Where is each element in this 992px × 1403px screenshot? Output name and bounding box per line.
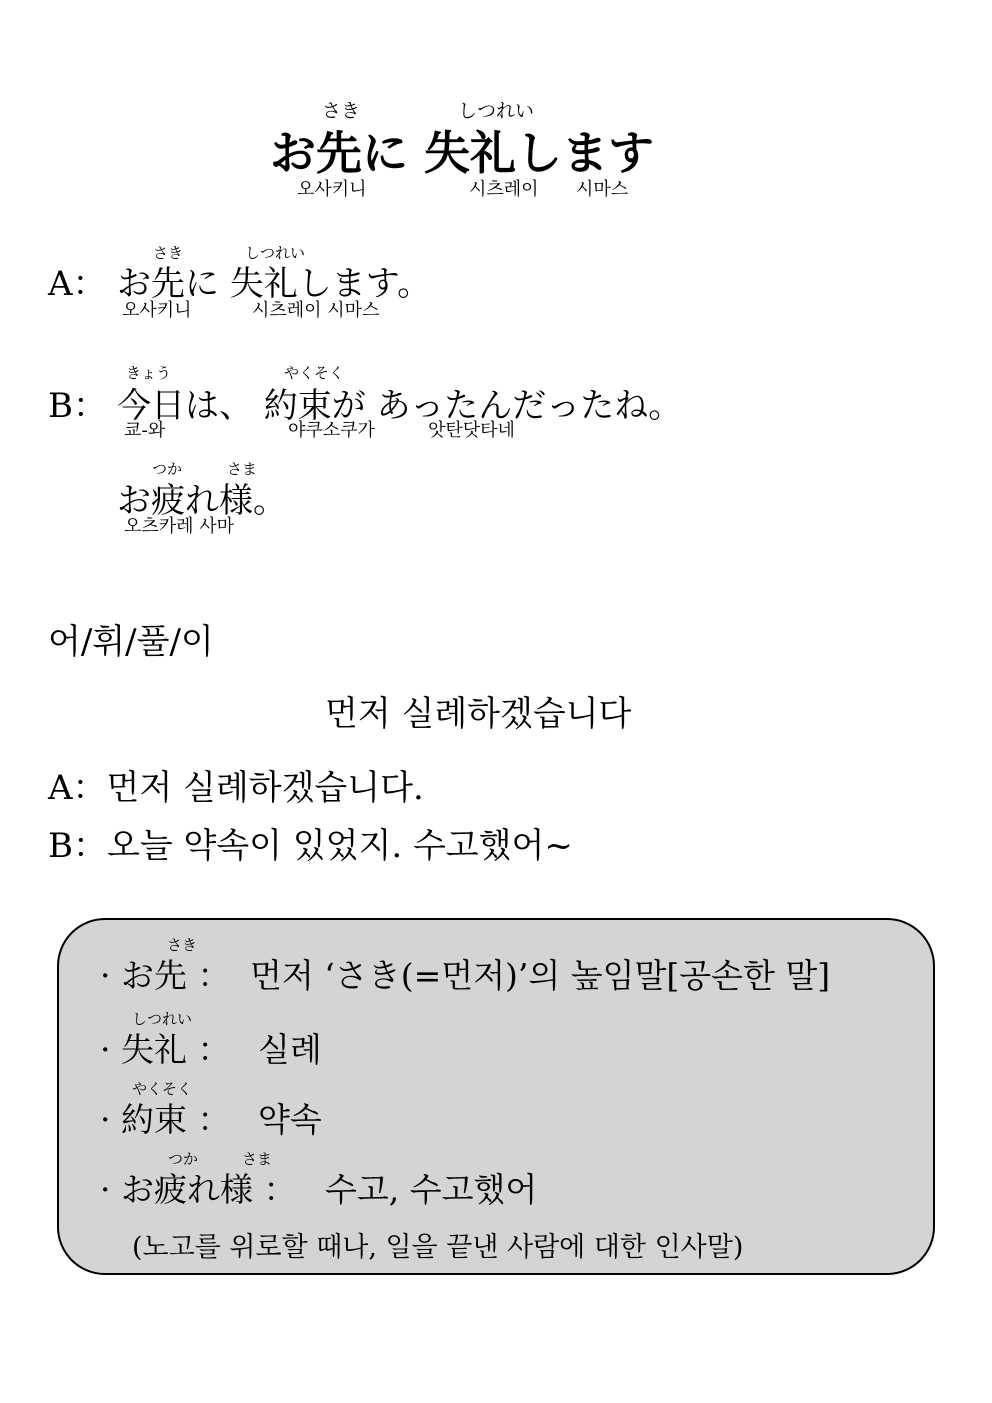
title-ruby-saki: さき (322, 100, 361, 122)
translation-line-a: A：먼저 실례하겠습니다. (48, 768, 424, 808)
vocab-term-yakusoku: · 約束 ： (100, 1100, 231, 1139)
dialogue-a-reading-2: 시츠레이 시마스 (252, 300, 380, 321)
vocab-ruby-tsuka: つか (168, 1150, 199, 1168)
page-title: お先に 失礼します (270, 126, 655, 180)
vocab-term-osaki: · お先 ： (100, 956, 231, 995)
b-ruby-tsuka: つか (152, 460, 183, 478)
vocab-term-otsukaresama: · お疲れ様 ： (100, 1170, 297, 1209)
dialogue-a-speaker: A： (48, 264, 107, 304)
dialogue-b-reading-1: 쿄-와 (124, 420, 166, 441)
dialogue-b-text-2: お疲れ様。 (117, 481, 287, 521)
a-ruby-shitsurei: しつれい (245, 244, 306, 262)
translation-line-b: B：오늘 약속이 있었지. 수고했어~ (48, 826, 573, 866)
vocab-ruby-yakusoku: やくそく (132, 1080, 193, 1098)
title-reading-1: 오사키니 (297, 179, 367, 200)
vocab-term-shitsurei: · 失礼 ： (100, 1030, 231, 1069)
title-reading-3: 시마스 (576, 179, 629, 200)
title-reading-2: 시츠레이 (469, 179, 539, 200)
translation-title: 먼저 실례하겠습니다 (325, 694, 632, 734)
dialogue-b-reading-3: 앗탄닷타네 (428, 420, 515, 441)
vocab-ruby-shitsurei: しつれい (132, 1010, 193, 1028)
vocab-meaning-shitsurei: 실례 (258, 1030, 322, 1069)
vocab-ruby-sama: さま (242, 1150, 273, 1168)
vocab-ruby-saki: さき (167, 936, 198, 954)
vocab-meaning-osaki: 먼저 ‘さき(=먼저)’의 높임말[공손한 말] (250, 956, 831, 995)
vocab-meaning-yakusoku: 약속 (258, 1100, 322, 1139)
vocab-heading: 어/휘/풀/이 (48, 622, 214, 662)
b-ruby-yakusoku: やくそく (284, 364, 345, 382)
title-ruby-shitsurei: しつれい (458, 100, 535, 122)
b-ruby-sama: さま (227, 460, 258, 478)
dialogue-b-text: 今日は、 約束が あったんだったね。 (117, 386, 683, 426)
vocab-note: (노고를 위로할 때나, 일을 끝낸 사람에 대한 인사말) (132, 1232, 744, 1263)
dialogue-b-reading-4: 오츠카레 사마 (124, 516, 235, 537)
dialogue-b-reading-2: 야쿠소쿠가 (288, 420, 375, 441)
dialogue-b-speaker: B： (48, 386, 107, 426)
dialogue-a-reading-1: 오사키니 (122, 300, 192, 321)
b-ruby-kyou: きょう (126, 364, 172, 382)
a-ruby-saki: さき (153, 244, 184, 262)
dialogue-a-text: お先に 失礼します。 (117, 264, 432, 304)
vocab-meaning-otsukaresama: 수고, 수고했어 (325, 1170, 538, 1209)
